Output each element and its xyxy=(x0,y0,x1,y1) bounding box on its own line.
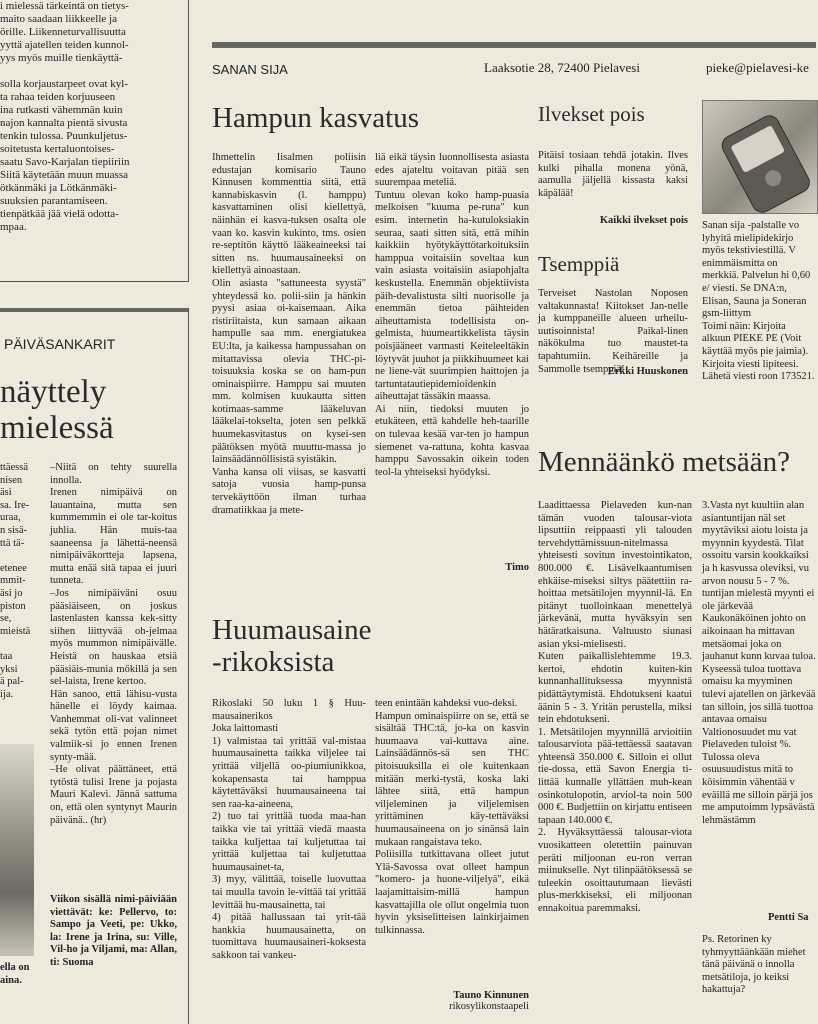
hamppu-signature xyxy=(375,562,529,578)
ilvekset-title-text: Ilvekset pois xyxy=(538,102,645,126)
huumausaine-col2-text: teen enintään kahdeksi vuo-deksi. Hampun ominaispiirre on se, että se sisältää THC:tä, jo-ka on kasvin huumaava vai-kuttava aine. Lainsäädännös-sä sen THC pitoisuuksilla ei ole kuitenkaan mitään merki-tystä, koska laki lähtee siitä, että hampun viljeleminen ja viljelemisen yrittäminen käy-tettäväksi huumausaineena on jo sinänsä lain mukaan rangaistava teko. Poliisilla tutkittavana olleet jutut Ylä-Savossa ovat olleet hampun "komero- ja huone-viljelyä", eikä laajamittaisim-millä hampun kasvattajilla ole ollut ongelmia tuon hyvin yksiselitteisen lainkirjaimen tulkinnassa. xyxy=(375,698,529,936)
ilvekset-body xyxy=(538,150,688,202)
header-email: pieke@pielavesi-ke xyxy=(706,60,809,75)
mennaanko-signature xyxy=(702,912,816,928)
huumausaine-signature xyxy=(375,990,529,1022)
sanan-sija-info xyxy=(702,220,816,410)
paivasankarit-footer xyxy=(50,894,177,994)
hamppu-col2-text: liä eikä täysin luonnollisesta asiasta edes ajateltu voitavan pitää sen suurempaa meteliä. Tuntuu olevan koko hamp-puasia melkoisen "kuuma pe-runa" kun esim. internetin ha-kutuloksiakin seuraa, saati sitten sitä, että mihin kaikkiin hyötykäyttötarkoituksiin hamppua voitaisiin soveltaa kun vain asiasta voitaisiin asiapohjalta keskustella. Enemmän objektiivista päih-devalistusta silti nuorisolle ja enemmän tietoa päihteiden aiheuttamista todellisista on-gelmista, huumeartikkelista täysin poisjääneet varmasti Keiteleeltäkin löytyvät juuhot ja piikkihuumeet kai ne liene-vät suurimpien haittojen ja tartuntatautiepidemioidenkin aiheuttajat tässäkin maassa. Ai niin, tiedoksi muuten jo etukäteen, että kahdelle heh-taarille on tulevaa kesää var-ten jo hampun siemenet va-rattuna, kohta kasvaa hamppu Savossakin oikein toden teol-la yhteiseksi hyödyksi. xyxy=(375,152,529,478)
huumausaine-title-line1: Huumausaine xyxy=(212,614,372,646)
left-top-frame-right xyxy=(188,0,189,282)
tsemppia-title-text: Tsemppiä xyxy=(538,252,620,276)
hamppu-title-text: Hampun kasvatus xyxy=(212,102,419,134)
left-top-frame-bottom xyxy=(0,281,189,282)
ilvekset-text: Pitäisi tosiaan tehdä jotakin. Ilves kulki pihalla monena yönä, aamulla jäljellä kissasta kaksi käpälää! xyxy=(538,150,688,199)
mennaanko-col2-text: 3.Vasta nyt kuultiin alan asiantuntijan näl set myytäviksi aiotu loista ja myynnin kyydestä. Tilat ossoitu varsin kookkaiksi ja h kasvussa oleviksi, vu arvon nousu 5 - 7 %. tuntijan mielestä myynti ei ole järkevää Kaukonäköinen johto on aikoinaan ha mittavan metsäomai joka on jauhanut kunn kuvaa tuloa. Kyseessä tuloa tuottava omaisu ka myyminen tulevi ajatellen on järkevää tan silloin, jos sillä tuottoa antavaa omaisu Valtionosuudet mu vat Pielaveden tuloist %. Tulossa oleva osuusuudistus mitä to köisimmin vähentää v eväillä me silloin pärjä jos me amputoimm lypsävästä lehmästämm xyxy=(702,500,816,826)
paivasankarit-section-label: PÄIVÄSANKARIT xyxy=(4,336,116,352)
mennaanko-col1 xyxy=(538,500,692,1024)
paivasankarit-photo xyxy=(0,744,34,956)
mennaanko-signature-text: Pentti Sa xyxy=(768,912,809,923)
paivasankarit-footer-text: Viikon sisällä nimi-päiviään viettävät: ke: Pellervo, to: Sampo ja Veeti, pe: Ukko, la: Irene ja Irina, su: Ville, Vil-ho ja Viljami, ma: Allan, ti: Suoma xyxy=(50,894,177,968)
sanan-sija-info-text: Sanan sija -palstalle vo lyhyitä mielipidekirjo myös tekstiviestillä. V enimmäismitta on merkkiä. Palvelun hi 0,60 e/ viesti. Se DNA:n, Elisan, Sauna ja Soneran gsm-liittym Toimi näin: Kirjoita alkuun PIEKE PE (Voit käyttää myös pie jaimia). Kirjoita viesti lipiteesi. Lähetä viesti roon 173521. xyxy=(702,220,815,383)
phone-illustration xyxy=(703,101,817,213)
mennaanko-ps-text: Ps. Retorinen ky tyhmyyttäänkään miehet tänä päivänä o innolla metsätiloja, jo keiksi hakattuja? xyxy=(702,934,806,996)
paivasankarit-title-line1: näyttely xyxy=(0,374,107,410)
hamppu-col2 xyxy=(375,152,529,562)
left-top-text: i mielessä tärkeintä on tietys- maito saadaan liikkeelle ja örille. Liikenneturvallisuutta yyttä ajatellen teiden kunnol- yys myös muille tienkäyttä- solla korjaustarpeet ovat kyl- ta rahaa teiden korjuuseen ina rutkasti vähemmän kuin najon kannalta pientä sivusta tenkin tulossa. Puunkuljetus- soitetusta kertaluontoises- saatu Savo-Karjalan tiepiiriin Siitä käytetään muun muassa ötkänmäki ja Lötkänmäki- suuksien parantamiseen. tienpätkää jää vielä odotta- mpaa. xyxy=(0,0,130,233)
paivasankarit-caption-text: ella on aina. xyxy=(0,962,30,986)
huumausaine-col1 xyxy=(212,698,366,1024)
huumausaine-signature-title: rikosylikonstaapeli xyxy=(449,1001,529,1012)
mennaanko-col1-text: Laadittaessa Pielaveden kun-nan tämän vuoden talousar-viota lipsuttiin reippaasti yli talouden tervehdyttämissuun-nitelmassa yhteisesti sovitun investointikaton, 800.000 €. Lisävelkaantumisen ehkäise-miseksi siltys päätettiin ra-hoittaa metsätilojen myynnil-lä. En pitänyt tuolloinkaan menettelyä järkevänä, mutta hyväksyin sen hätäratkaisuna. Valtuusto siunasi asian yksi-mielisesti. Kuten paikallislehtemme 19.3. kertoi, ehdotin kuiten-kin kunnanhallituksessa myynnistä pidättäytymistä. Ehdotukseni kaatui äänin 5 - 3. Yritän perustella, miksi tein ehdotukseni. 1. Metsätilojen myynnillä arvioitiin talousarviota pää-tettäessä saatavan yhteensä 350.000 €. Silloin ei ollut tie-dossa, että Savon Energia ti-littää kunnalle yllättäen muh-kean osinkotulopotin, arviol-ta noin 500 000 €. Budjettiin on kirjattu entiseen tapaan 140.000 €. 2. Hyväksyttäessä talousar-viota vuosikatteen oletettiin painuvan peräti miljoonan eu-ron verran miinukselle. Nyt tilinpäätöksessä se tuleekin osoittautumaan lievästi plus-merkkiseksi, eli miljoonan ennakoitua paremmaksi. xyxy=(538,500,692,914)
hamppu-signature-text: Timo xyxy=(505,562,529,573)
huumausaine-title-line2: -rikoksista xyxy=(212,646,335,678)
paivasankarit-top-rule xyxy=(0,308,189,312)
phone-photo xyxy=(702,100,818,214)
huumausaine-signature-name: Tauno Kinnunen xyxy=(453,990,529,1001)
ilvekset-title xyxy=(538,102,688,132)
hamppu-col1-text: Ihmettelin Iisalmen poliisin edustajan komisario Tauno Kinnusen kommenttia siitä, että kannabiskasvin (l. hamppu) kasvattaminen olisi kiellettyä, näinhän ei kasva-tuksen osalta ole vaan ko. kasvin kukinto, tms. osien re-septitön käyttö lääkeaineeksi tai sitten ns. huumausaineeksi on kiellettyä ainoastaan. Olin asiasta "sattuneesta syystä" yhteydessä ko. polii-siin ja hänkin pyysi asiaa oi-kaisemaan. Aika ristiriitaista, kun samaan aikaan hampulle saa mm. energiatukea EU:lta, ja kaikessa hampussahan on mitattavissa olevia THC-pi-toisuuksia koska se on ham-pun ominaispiirre. Hamppu sai muuten mm. kolmisen kuukautta sitten kotimaas-samme lääkeluvan lääkelai-tokselta, joten sen pelkkä huumekasvitastus on kysei-sen päätöksen myötä muuttu-massa jo lainsäädännöllisistä syistäkin. Vanha kansa oli viisas, se kasvatti satoja vuosia hamp-punsa tervekäyttöön ilman turhaa dramatiikkaa ja mete- xyxy=(212,152,366,516)
tsemppia-text: Terveiset Nastolan Noposen valtakunnasta! Kiitokset Jan-nelle ja kumppaneille alueen urheilu-uutisoinnista! Paikal-linen näkökulma tuo maustet-ta tapahtumiin. Keihäreille ja Sammolle tsemppiä! xyxy=(538,288,688,375)
header-section-title: SANAN SIJA xyxy=(212,62,288,77)
hamppu-col1 xyxy=(212,152,366,590)
mennaanko-title-text: Mennäänkö metsään? xyxy=(538,446,791,478)
huumausaine-col2 xyxy=(375,698,529,988)
hamppu-title xyxy=(212,102,532,138)
paivasankarit-title-line2: mielessä xyxy=(0,410,114,446)
left-top-column xyxy=(0,0,185,280)
header-address: Laaksotie 28, 72400 Pielavesi xyxy=(484,60,640,75)
tsemppia-title xyxy=(538,252,688,282)
paivasankarit-title xyxy=(0,374,186,454)
paivasankarit-narrow-col xyxy=(0,462,34,742)
mennaanko-title xyxy=(538,446,816,486)
mennaanko-ps xyxy=(702,934,816,1024)
huumausaine-title xyxy=(212,614,512,686)
paivasankarit-caption xyxy=(0,962,40,998)
paivasankarit-frame-right xyxy=(188,308,189,1024)
paivasankarit-main-col xyxy=(50,462,177,892)
ilvekset-signature-text: Kaikki ilvekset pois xyxy=(599,215,688,226)
huumausaine-col1-text: Rikoslaki 50 luku 1 § Huu-mausainerikos Joka laittomasti 1) valmistaa tai yrittää val-mistaa huumausainetta taikka viljelee tai yrittää viljellä oo-piumiunikkoa, kokapensasta tai hamppua käytettäväksi huumausaineena tai sen raa-ka-aineena, 2) tuo tai yrittää tuoda maa-han taikka vie tai yrittää viedä maasta taikka kuljettaa tai kuljetuttaa tai yrittää kuljettaa tai kuljetuttaa huumausainet-ta, 3) myy, välittää, toiselle luovuttaa tai muulla tavoin le-vittää tai yrittää levittää hu-mausainetta, tai 4) pitää hallussaan tai yrit-tää hankkia huumausainetta, on tuomittava huumausaineri-koksesta sakkoon tai vankeu- xyxy=(212,698,366,961)
paivasankarit-main-text: –Niitä on tehty suurella innolla. Irenen nimipäivä on lauantaina, mutta sen kummemmin ei ole tar-koitus juhlia. Hän muis-taa saaneensa ja lähettä-neensä nimipäiväkortteja lapsena, mutta enää sitä tapaa ei juuri tunneta. –Jos nimipäiväni osuu pääsiäiseen, on joskus lastenlasten kanssa kek-sitty siihen liittyvää oh-jelmaa myös mummon nimipäivälle. Heistä on hauskaa etsiä pääsiäis-munia mökillä ja sen sel-laista, Irene kertoo. Hän sanoo, että lähisu-vusta hänelle ei löydy kaimaa. Vanhemmat oli-vat valinneet sekä tytön että pojan nimet valmiik-si jo ennen Irenen synty-mää. –He olivat päättäneet, että tytöstä tulisi Irene ja pojasta Mauri Kalevi. Jännä sattuma on, että olen syntynyt Maurin päivänä.. (hr) xyxy=(50,462,177,826)
ilvekset-signature xyxy=(538,215,688,231)
header-top-rule xyxy=(212,42,816,48)
paivasankarit-narrow-text: ttäessä nisen äsi sa. Ire- uraa, n sisä- ttä tä- etenee mmit- äsi jo piston se, mieistä taa yksi ä pal- ija. xyxy=(0,462,31,700)
mennaanko-col2 xyxy=(702,500,816,908)
tsemppia-signature-text: Erkki Huuskonen xyxy=(607,366,688,377)
tsemppia-signature xyxy=(538,366,688,382)
